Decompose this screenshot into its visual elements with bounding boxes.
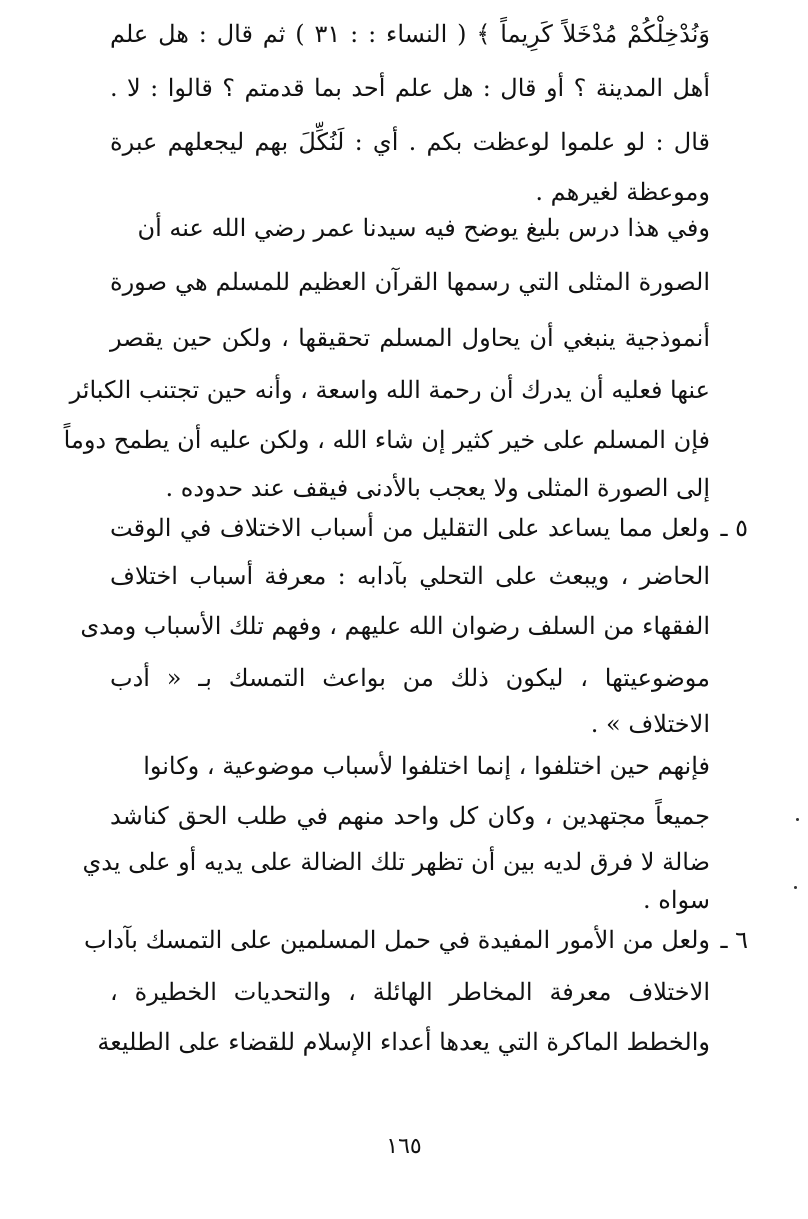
list-item-marker-6: ٦ ـ — [720, 926, 748, 954]
text-line-10: إلى الصورة المثلى ولا يعجب بالأدنى فيقف عند حدوده . — [165, 474, 710, 502]
text-line-19: سواه . — [642, 886, 710, 914]
page-number: ١٦٥ — [386, 1134, 422, 1159]
text-line-1: وَنُدْخِلْكُمْ مُدْخَلاً كَرِيماً ﴾ ( النساء : : ٣١ ) ثم قال : هل علم — [110, 20, 710, 48]
text-line-21: الاختلاف معرفة المخاطر الهائلة ، والتحديات الخطيرة ، — [110, 978, 710, 1006]
text-line-6: الصورة المثلى التي رسمها القرآن العظيم للمسلم هي صورة — [110, 268, 710, 296]
text-line-4: وموعظة لغيرهم . — [535, 178, 710, 206]
text-line-14: موضوعيتها ، ليكون ذلك من بواعث التمسك بـ « أدب — [110, 664, 710, 692]
scan-speck — [794, 886, 797, 889]
text-line-12: الحاضر ، ويبعث على التحلي بآدابه : معرفة أسباب اختلاف — [110, 562, 710, 590]
text-line-5: وفي هذا درس بليغ يوضح فيه سيدنا عمر رضي الله عنه أن — [137, 214, 710, 242]
text-line-22: والخطط الماكرة التي يعدها أعداء الإسلام للقضاء على الطليعة — [97, 1028, 710, 1056]
text-line-17: جميعاً مجتهدين ، وكان كل واحد منهم في طلب الحق كناشد — [110, 802, 710, 830]
scan-speck — [796, 818, 799, 821]
text-line-18: ضالة لا فرق لديه بين أن تظهر تلك الضالة على يديه أو على يدي — [82, 848, 710, 876]
text-line-11: ولعل مما يساعد على التقليل من أسباب الاختلاف في الوقت — [110, 514, 710, 542]
text-line-13: الفقهاء من السلف رضوان الله عليهم ، وفهم تلك الأسباب ومدى — [80, 612, 710, 640]
text-line-20: ولعل من الأمور المفيدة في حمل المسلمين على التمسك بآداب — [84, 926, 710, 954]
text-line-2: أهل المدينة ؟ أو قال : هل علم أحد بما قدمتم ؟ قالوا : لا . — [110, 74, 710, 102]
list-item-marker-5: ٥ ـ — [720, 514, 748, 542]
text-line-3: قال : لو علموا لوعظت بكم . أي : لَنُكِّلَ بهم ليجعلهم عبرة — [110, 128, 710, 156]
text-line-7: أنموذجية ينبغي أن يحاول المسلم تحقيقها ، ولكن حين يقصر — [110, 324, 710, 352]
text-line-16: فإنهم حين اختلفوا ، إنما اختلفوا لأسباب موضوعية ، وكانوا — [143, 752, 710, 780]
text-line-9: فإن المسلم على خير كثير إن شاء الله ، ولكن عليه أن يطمح دوماً — [63, 426, 710, 454]
text-line-8: عنها فعليه أن يدرك أن رحمة الله واسعة ، وأنه حين تجتنب الكبائر — [69, 376, 710, 404]
text-line-15: الاختلاف » . — [590, 710, 710, 738]
